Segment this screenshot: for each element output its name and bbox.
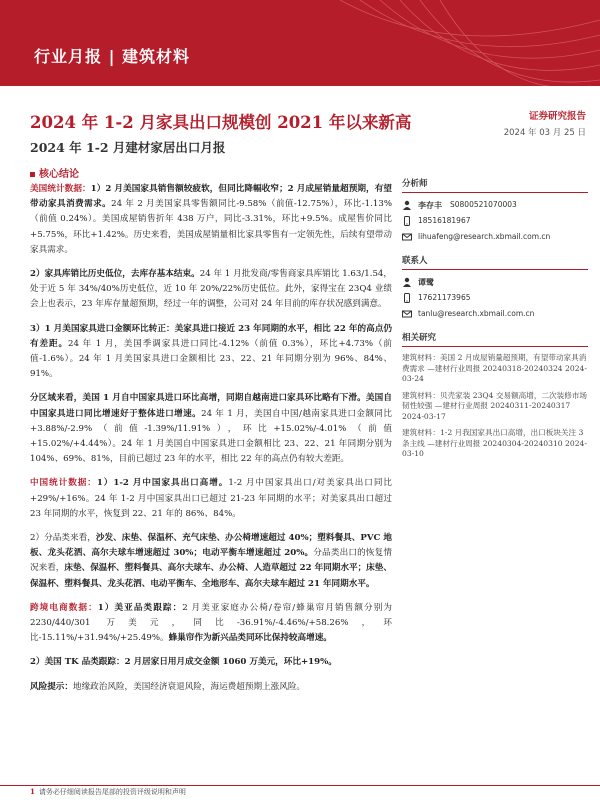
body-paragraph	[30, 476, 392, 522]
analyst-phone: 18516181967	[418, 216, 471, 225]
paragraph-segment: 2 月美亚家庭办公椅/卷帘/蜂巢帘月销售额分别为 2230/440/301 万美元，同比-36.91%/-4.46%/+58.26%，环比-15.11%/+31.94%/+25.49%。	[30, 602, 392, 644]
analyst-email[interactable]: lihuafeng@research.xbmail.com.cn	[418, 232, 551, 241]
footer	[30, 787, 186, 797]
person-icon	[402, 277, 412, 287]
paragraph-segment: 1）1-2 月中国家具出口高增。	[96, 478, 229, 489]
paragraph-segment: 24 年 1 月，美国季调家具进口同比-4.12%（前值 0.3%），环比+4.73%（前值-1.6%）。24 年 1 月美国家具进口金额相比 23、22、21 年同期分别为 96%、84%、91%。	[30, 338, 392, 380]
paragraph-segment: 地缘政治风险，美国经济衰退风险，海运费超预期上涨风险。	[72, 681, 306, 692]
footer-disclaimer: 请务必仔细阅读报告尾部的投资评级说明和声明	[38, 788, 186, 796]
email-icon	[402, 309, 412, 319]
analyst-email-row	[402, 231, 588, 243]
sidebar	[402, 178, 588, 466]
header-banner	[0, 0, 600, 86]
paragraph-segment: 沙发、床垫、保温杯、充气床垫、办公椅增速超过 40%；塑料餐具、PVC 地板、龙头花洒、高尔夫球车增速超过 30%；电动平衡车增速超过 20%。	[30, 533, 392, 559]
section-heading-label: 核心结论	[39, 169, 79, 180]
body-paragraph	[30, 267, 392, 313]
contact-email[interactable]: tanlu@research.xbmail.com.cn	[418, 309, 535, 318]
body-paragraph	[30, 531, 392, 592]
paragraph-segment: 24 年 1 月批发商/零售商家具库销比 1.63/1.54，处于近 5 年 34%/40%历史低位，近 10 年 20%/22%历史低位。此外，家得宝在 23Q4 业绩会上也表示，23 年库存量超预期，经过一年的调整，公司对 24 年目前的库存状况感到满意。	[30, 269, 393, 310]
paragraph-segment: 3）1 月美国家具进口金额环比转正：美家具进口接近 23 年同期的水平，相比 22 年的高点仍有差距。	[30, 323, 392, 349]
paragraph-segment: 2）美国 TK 品类跟踪：2 月居家日用月成交金额 1060 万美元，环比+19%。	[30, 657, 337, 668]
paragraph-segment: 分品类出口的恢复情况来看，	[30, 548, 392, 574]
related-item[interactable]: 建筑材料：1-2 月我国家具出口高增，出口板块关注 3 条主线 —建材行业周报 20240304-20240310 2024-03-10	[402, 428, 587, 458]
contact-phone: 17621173965	[418, 293, 471, 302]
related-item[interactable]: 建筑材料：美国 2 月成屋销量超预期，有望带动家具消费需求 —建材行业周报 20240318-20240324 2024-03-24	[402, 353, 587, 383]
paragraph-segment: 1）2 月美国家具销售额较疲软，但同比降幅收窄；2 月成屋销量超预期，有望带动家具消费需求。	[30, 184, 392, 210]
contact-email-row	[402, 308, 588, 320]
body-paragraph	[30, 655, 392, 670]
contact-phone-row	[402, 292, 588, 304]
related-heading: 相关研究	[402, 332, 588, 347]
analyst-heading: 分析师	[402, 178, 588, 193]
bullet-square-icon	[30, 172, 35, 177]
analyst-name-row	[402, 199, 588, 211]
paragraph-segment: 24 年 2 月美国家具零售额同比-9.58%（前值-12.75%），环比-1.13%（前值 0.24%）。美国成屋销售折年 438 万户，同比-3.31%，环比+9.5%。成屋售价同比+5.75%，环比+1.42%。历史来看，美国成屋销量相比家具零售有一定领先性，后续有望带动家具需求。	[30, 199, 392, 255]
paragraph-segment: 分区域来看，美国 1 月自中国家具进口环比高增，同期自越南进口家具环比略有下滑。美国自中国家具进口同比增速好于整体进口增速。	[30, 393, 392, 419]
related-item[interactable]: 建筑材料：贝壳家装 23Q4 交易额高增，二次装修市场韧性较强 —建材行业周报 20240311-20240317 2024-03-17	[402, 390, 588, 421]
banner-decoration	[300, 0, 600, 86]
paragraph-segment: 床垫、保温杯、塑料餐具、高尔夫球车、办公椅、人造草超过 22 年同期水平；床垫、保温杯、塑料餐具、龙头花洒、电动平衡车、全地形车、高尔夫球车超过 21 年同期水平。	[30, 563, 392, 589]
person-icon	[402, 200, 412, 210]
related-list	[402, 353, 588, 460]
body-paragraph	[30, 680, 392, 695]
email-icon	[402, 232, 412, 242]
paragraph-segment: 美国统计数据：	[30, 184, 91, 194]
page-title: 2024 年 1-2 月家具出口规模创 2021 年以来新高	[30, 113, 412, 132]
report-date: 2024 年 03 月 25 日	[503, 128, 586, 138]
report-type-label: 证券研究报告	[528, 111, 586, 122]
page-number: 1	[30, 787, 35, 796]
body-paragraph	[30, 322, 392, 383]
phone-icon	[402, 293, 412, 303]
report-body	[30, 182, 392, 704]
paragraph-segment: 风险提示：	[30, 681, 73, 692]
paragraph-segment: 24 年 1 月，美国自中国/越南家具进口金额同比+3.88%/-2.9%（前值-1.39%/11.91%），环比+15.02%/-4.01%（前值+15.02%/+4.44%）。24 年 1 月美国自中国家具进口金额相比 23、22、21 年同期分别为 104%、69%、81%，目前已超过 23 年的水平，相比 22 年的高点仍有较大差距。	[30, 408, 392, 465]
contact-name-row	[402, 276, 588, 288]
analyst-phone-row	[402, 215, 588, 227]
body-paragraph	[30, 601, 392, 647]
body-paragraph	[30, 182, 392, 258]
contact-name: 谭鹭	[418, 277, 434, 287]
contact-heading: 联系人	[402, 255, 588, 270]
paragraph-segment: 跨境电商数据：	[30, 602, 98, 613]
analyst-cert: S0800521070003	[450, 200, 517, 209]
paragraph-segment: 2）家具库销比历史低位，去库存基本结束。	[30, 269, 200, 280]
analyst-name: 李存丰	[418, 200, 442, 210]
banner-title: 行业月报 | 建筑材料	[34, 47, 190, 66]
page-subtitle: 2024 年 1-2 月建材家居出口月报	[30, 140, 226, 155]
paragraph-segment: 2）分品类来看，	[30, 533, 96, 544]
paragraph-segment: 1）美亚品类跟踪：	[97, 602, 183, 613]
phone-icon	[402, 216, 412, 226]
footer-divider	[0, 785, 600, 786]
paragraph-segment: 蜂巢帘作为新兴品类同环比保持较高增速。	[168, 633, 332, 644]
section-heading	[30, 165, 79, 180]
paragraph-segment: 中国统计数据：	[30, 478, 97, 489]
paragraph-segment: 1-2 月中国家具出口/对美家具出口同比+29%/+16%。24 年 1-2 月中国家具出口已超过 21-23 年同期的水平；对美家具出口超过 23 年同期的水平，恢复到 22、21 年的 86%、84%。	[30, 478, 392, 519]
body-paragraph	[30, 391, 392, 467]
